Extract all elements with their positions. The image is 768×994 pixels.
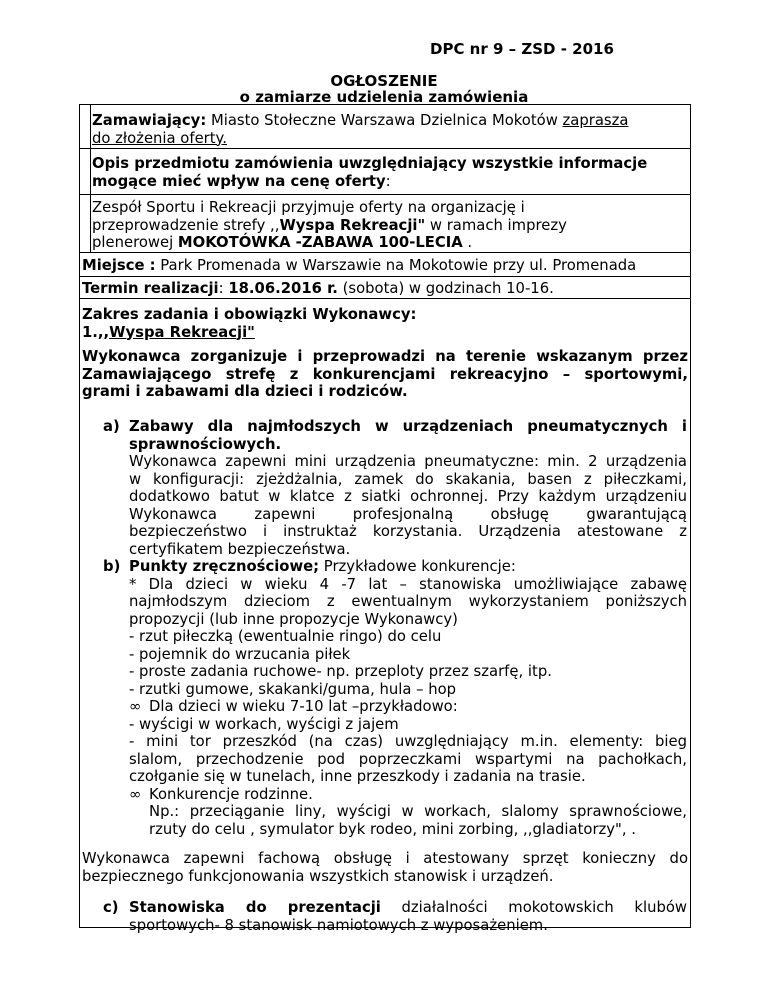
equipment-line1: Wykonawca zapewni fachową obsługę i atestowany sprzęt konieczny do — [82, 850, 688, 867]
term-row — [82, 280, 688, 298]
scope-body-line3c: . — [462, 234, 473, 251]
scope-body-line1: Zespół Sportu i Rekreacji przyjmuje oferty na organizację i — [92, 199, 525, 216]
scope-heading-colon: : — [385, 172, 391, 190]
row-divider — [79, 252, 691, 253]
invite-text-continued: do złożenia oferty. — [92, 129, 227, 147]
duties-item-prefix: 1.,, — [82, 323, 110, 341]
place-text: Park Promenada w Warszawie na Mokotowie przy ul. Promenada — [155, 257, 637, 274]
scope-body-line2a: przeprowadzenie strefy ,, — [92, 216, 280, 234]
item-c-heading: Stanowiska do prezentacji — [129, 899, 381, 916]
item-b-line: - wyścigi w workach, wyścigi z jajem — [129, 715, 399, 733]
item-b-heading: Punkty zręcznościowe; — [129, 558, 320, 575]
item-a-line: Wykonawca zapewni profesjonalną obsługę gwarantującą — [129, 505, 687, 523]
term-date: 18.06.2016 r. — [228, 280, 338, 297]
term-rest: (sobota) w godzinach 10-16. — [337, 280, 554, 297]
item-b-marker: b) — [103, 558, 121, 575]
infinity-bullet-icon: ∞ — [129, 785, 142, 803]
item-a-heading-line2: sprawnościowych. — [129, 435, 282, 453]
intro-line3: grami i zabawami dla dzieci i rodziców. — [82, 383, 408, 400]
scope-body-line2c: w ramach imprezy — [425, 216, 567, 234]
item-b-line: czołganie się w tunelach, inne przeszkody i zadania na trasie. — [129, 768, 586, 785]
item-b-line: - rzutki gumowe, skakanki/guma, hula – hop — [129, 680, 457, 698]
item-b-line: - rzut piłeczką (ewentualnie ringo) do celu — [129, 628, 442, 645]
item-b-line: Konkurencje rodzinne. — [149, 785, 313, 803]
item-a-line: certyfikatem bezpieczeństwa. — [129, 540, 351, 558]
intro-paragraph — [82, 348, 688, 401]
equipment-line2: bezpiecznego funkcjonowania wszystkich stanowisk i urządzeń. — [82, 867, 554, 885]
item-c-marker: c) — [103, 899, 119, 916]
place-label: Miejsce : — [82, 257, 156, 274]
scope-heading-line1: Opis przedmiotu zamówienia uwzględniający wszystkie informacje — [92, 155, 648, 172]
item-b-line: rzuty do celu , symulator byk rodeo, mini zorbing, ,,gladiatorzy", . — [149, 820, 636, 838]
item-a-line: w konfiguracji: zjeżdżalnia, zamek do skakania, basen z piłeczkami, — [129, 470, 687, 488]
item-b — [103, 558, 687, 838]
row-divider — [79, 276, 691, 277]
term-label: Termin realizacji — [82, 280, 219, 297]
document-subtitle: o zamiarze udzielenia zamówienia — [239, 88, 529, 106]
duties-item-name: Wyspa Rekreacji" — [109, 323, 255, 341]
item-c-line2: sportowych- 8 stanowisk namiotowych z wyposażeniem. — [129, 916, 548, 934]
item-a — [103, 418, 687, 558]
place-row — [82, 257, 688, 275]
duties-heading: Zakres zadania i obowiązki Wykonawcy: — [82, 306, 417, 323]
item-c-rest: działalności mokotowskich klubów — [380, 899, 687, 916]
document-title: OGŁOSZENIE — [330, 72, 438, 90]
scope-event-name: Wyspa Rekreacji" — [279, 216, 426, 234]
item-b-line: - pojemnik do wrzucania piłek — [129, 645, 351, 663]
intro-line2: Zamawiającego strefę z konkurencjami rekreacyjno – sportowymi, — [82, 365, 688, 383]
item-b-heading-rest: Przykładowe konkurencje: — [319, 558, 516, 575]
item-b-line: - proste zadania ruchowe- np. przeploty przez szarfę, itp. — [129, 663, 552, 680]
inner-left-border — [90, 104, 91, 252]
term-colon: : — [218, 280, 229, 297]
scope-event-title: MOKOTÓWKA -ZABAWA 100-LECIA — [177, 234, 463, 251]
scope-body — [92, 199, 686, 252]
row-divider — [79, 194, 691, 195]
item-a-line: Wykonawca zapewni mini urządzenia pneumatyczne: min. 2 urządzenia — [129, 453, 687, 470]
ordering-party — [92, 112, 686, 147]
scope-body-line3a: plenerowej — [92, 234, 178, 251]
equipment-paragraph — [82, 850, 688, 885]
scope-heading-line2: mogące mieć wpływ na cenę oferty — [92, 172, 386, 190]
item-b-line: slalom, przechodzenie pod poprzeczkami wspartymi na pachołkach, — [129, 750, 687, 768]
ordering-text: Miasto Stołeczne Warszawa Dzielnica Mokotów — [206, 112, 563, 129]
item-a-line: bezpieczeństwo i instruktaż korzystania. Urządzenia atestowane z — [129, 523, 687, 540]
intro-line1: Wykonawca zorganizuje i przeprowadzi na terenie wskazanym przez — [82, 348, 688, 365]
item-b-line: Np.: przeciąganie liny, wyścigi w workach, slalomy sprawnościowe, — [149, 803, 687, 820]
item-b-line: - mini tor przeszkód (na czas) uwzględniający m.in. elementy: bieg — [129, 733, 687, 750]
item-b-line: * Dla dzieci w wieku 4 -7 lat – stanowiska umożliwiające zabawę — [129, 575, 687, 593]
row-divider — [79, 148, 691, 149]
item-a-heading-line1: Zabawy dla najmłodszych w urządzeniach pneumatycznych i — [129, 418, 687, 435]
item-b-line: propozycji (lub inne propozycje Wykonawcy) — [129, 610, 458, 628]
scope-heading — [92, 155, 686, 190]
item-c — [103, 899, 687, 934]
document-number: DPC nr 9 – ZSD - 2016 — [430, 40, 614, 58]
item-b-line: Dla dzieci w wieku 7-10 lat –przykładowo: — [149, 698, 458, 715]
item-b-line: najmłodszym dzieciom z ewentualnym wykorzystaniem poniższych — [129, 593, 687, 610]
duties-section — [82, 306, 688, 341]
invite-text: zaprasza — [562, 112, 629, 129]
item-a-line: dodatkowo batut w klatce z siatki ochronnej. Przy każdym urządzeniu — [129, 488, 687, 505]
ordering-label: Zamawiający: — [92, 112, 207, 129]
item-a-marker: a) — [103, 418, 120, 435]
infinity-bullet-icon: ∞ — [129, 698, 142, 715]
row-divider — [79, 298, 691, 299]
